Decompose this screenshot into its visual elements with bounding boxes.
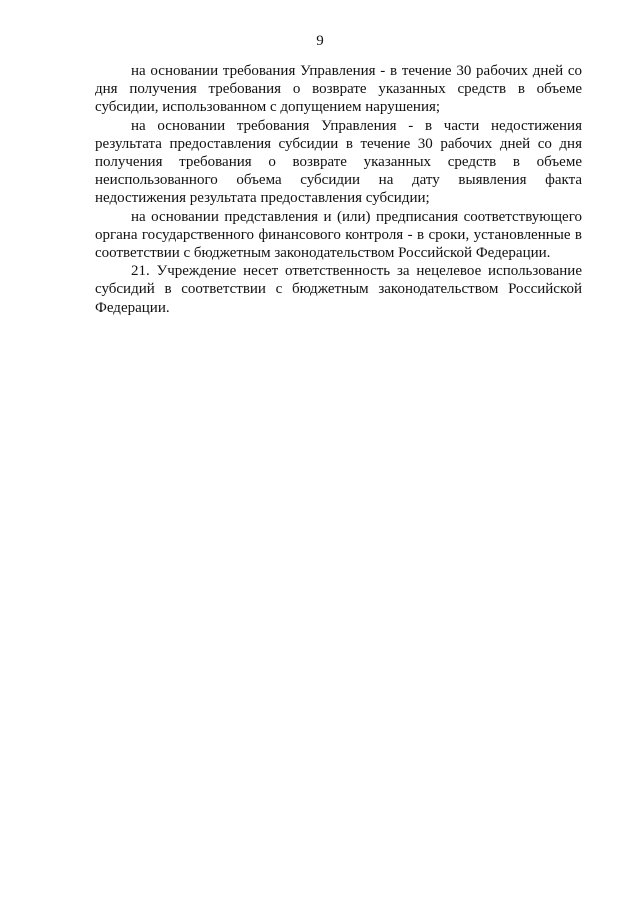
- paragraph-refund-result-not-achieved: на основании требования Управления - в части недостижения результата предоставления субсидии в течение 30 рабочих дней со дня получения требования о возврате указанных средств в объеме неиспользованного объема субсидии на дату выявления факта недостижения результата предоставления субсидии;: [95, 117, 582, 207]
- paragraph-refund-violation: на основании требования Управления - в течение 30 рабочих дней со дня получения требования о возврате указанных средств в объеме субсидии, использованном с допущением нарушения;: [95, 63, 582, 116]
- document-body: [95, 62, 582, 317]
- page-number: 9: [316, 33, 324, 49]
- paragraph-responsibility: 21. Учреждение несет ответственность за нецелевое использование субсидий в соответствии с бюджетным законодательством Российской Федерации.: [95, 263, 582, 316]
- paragraph-refund-control-body: на основании представления и (или) предписания соответствующего органа государственного финансового контроля - в сроки, установленные в соответствии с бюджетным законодательством Российской Федерации.: [95, 208, 582, 262]
